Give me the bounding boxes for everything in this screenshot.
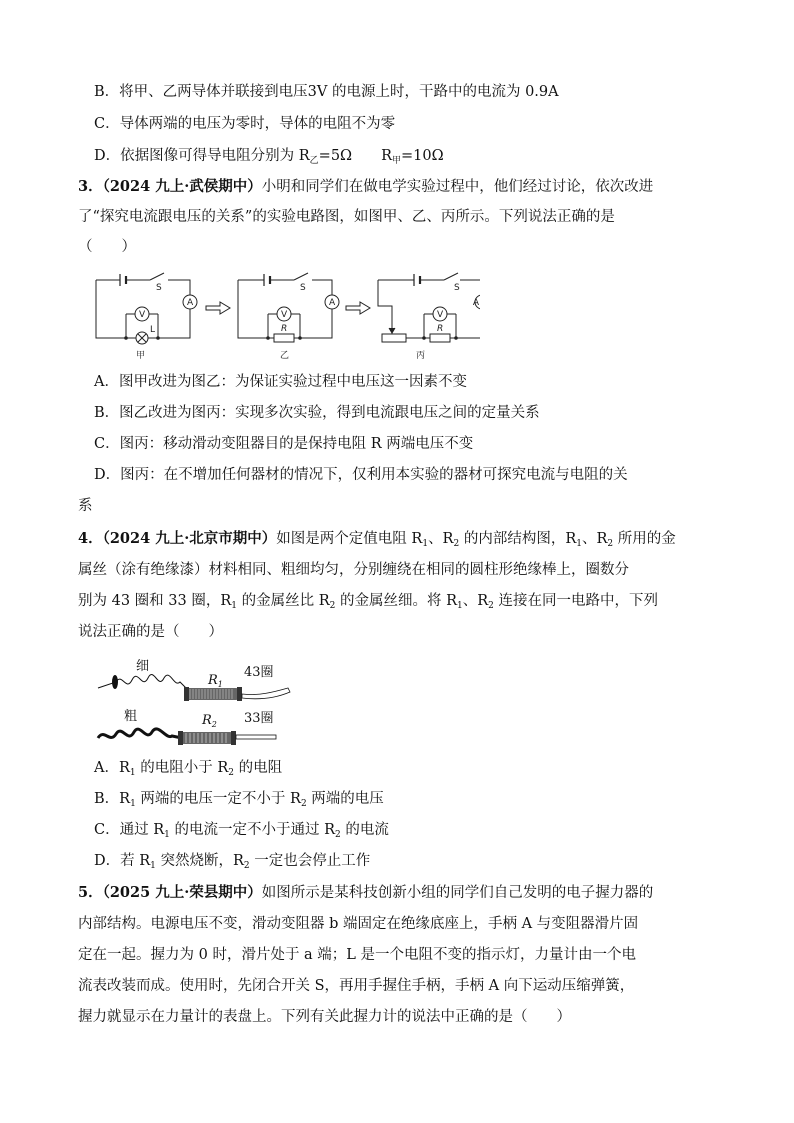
circuit-jia	[96, 273, 197, 344]
circuit-bing	[378, 273, 480, 342]
q4-option-c: C．通过 $R_1$ 的电流一定不小于通过 $R_2$ 的电流	[94, 822, 389, 840]
ammeter-label: A	[187, 298, 194, 308]
switch-label: S	[156, 283, 162, 293]
turns2-label: 33圈	[244, 711, 274, 726]
q2-option-d: D．依据图像可得导电阻分别为 $R_乙=5\Omega$ $R_甲=10\Omega$	[94, 148, 444, 166]
q3-option-d-cont: 系	[78, 498, 93, 514]
thin-label: 细	[136, 659, 150, 674]
voltmeter-label: V	[437, 310, 444, 320]
caption-bing: 丙	[416, 351, 426, 361]
resistor-label: R	[281, 324, 288, 334]
q4-stem-line1: 4．（2024 九上·北京市期中）如图是两个定值电阻 $R_1$、$R_2$ 的内部结构图，$R_1$、$R_2$ 所用的金	[78, 530, 676, 549]
q4-resistor-figure	[94, 652, 314, 748]
q5-stem-line4: 流表改装而成。使用时，先闭合开关 S，再用手握住手柄，手柄 A 向下运动压缩弹簧，	[78, 978, 635, 994]
q3-circuit-figure	[90, 266, 480, 364]
q3-answer-blank: （ ）	[78, 239, 136, 255]
q4-option-a: A．$R_1$ 的电阻小于 $R_2$ 的电阻	[94, 760, 283, 778]
turns1-label: 43圈	[244, 665, 274, 680]
q5-stem-line1: 5．（2025 九上·荣县期中）如图所示是某科技创新小组的同学们自己发明的电子握力器的	[78, 884, 654, 901]
q3-option-a: A．图甲改进为图乙：为保证实验过程中电压这一因素不变	[94, 374, 467, 390]
thick-label: 粗	[124, 709, 138, 724]
q2-option-b: B．将甲、乙两导体并联接到电压3V 的电源上时，干路中的电流为 0.9A	[94, 84, 559, 100]
q2-option-c: C．导体两端的电压为零时，导体的电阻不为零	[94, 116, 396, 132]
q4-stem-line3: 别为 43 圈和 33 圈，$R_1$ 的金属丝比 $R_2$ 的金属丝细。将 $R_1$、$R_2$ 连接在同一电路中，下列	[78, 593, 659, 611]
q3-option-c: C．图丙：移动滑动变阻器目的是保持电阻 R 两端电压不变	[94, 436, 474, 452]
caption-yi: 乙	[280, 351, 290, 361]
q5-stem-line5: 握力就显示在力量计的表盘上。下列有关此握力计的说法中正确的是（ ）	[78, 1009, 571, 1025]
voltmeter-label: V	[139, 310, 146, 320]
q4-option-d: D．若 $R_1$ 突然烧断，$R_2$ 一定也会停止工作	[94, 853, 371, 871]
caption-jia: 甲	[136, 351, 146, 361]
q4-stem-line4: 说法正确的是（ ）	[78, 624, 223, 640]
ammeter-label: A	[472, 298, 479, 308]
switch-label: S	[454, 283, 460, 293]
circuit-yi	[238, 273, 339, 342]
q3-option-b: B．图乙改进为图丙：实现多次实验，得到电流跟电压之间的定量关系	[94, 405, 540, 421]
resistor-label: R	[437, 324, 444, 334]
q4-option-b: B．$R_1$ 两端的电压一定不小于 $R_2$ 两端的电压	[94, 791, 384, 809]
switch-label: S	[300, 283, 306, 293]
lamp-label: L	[150, 325, 156, 335]
q3-option-d: D．图丙：在不增加任何器材的情况下，仅利用本实验的器材可探究电流与电阻的关	[94, 467, 628, 483]
q5-stem-line3: 定在一起。握力为 0 时，滑片处于 a 端；L 是一个电阻不变的指示灯，力量计由一个电	[78, 947, 637, 963]
q5-stem-line2: 内部结构。电源电压不变，滑动变阻器 b 端固定在绝缘底座上，手柄 A 与变阻器滑片固	[78, 916, 639, 932]
q3-stem-line2: 了“探究电流跟电压的关系”的实验电路图，如图甲、乙、丙所示。下列说法正确的是	[78, 209, 615, 225]
ammeter-label: A	[329, 298, 336, 308]
r2-label: $R_2$	[202, 713, 217, 729]
q4-stem-line2: 属丝（涂有绝缘漆）材料相同、粗细均匀，分别缠绕在相同的圆柱形绝缘棒上，圈数分	[78, 562, 629, 578]
q3-stem-line1: 3．（2024 九上·武侯期中）小明和同学们在做电学实验过程中，他们经过讨论，依次改进	[78, 178, 654, 195]
r1-label: $R_1$	[208, 673, 223, 689]
voltmeter-label: V	[281, 310, 288, 320]
